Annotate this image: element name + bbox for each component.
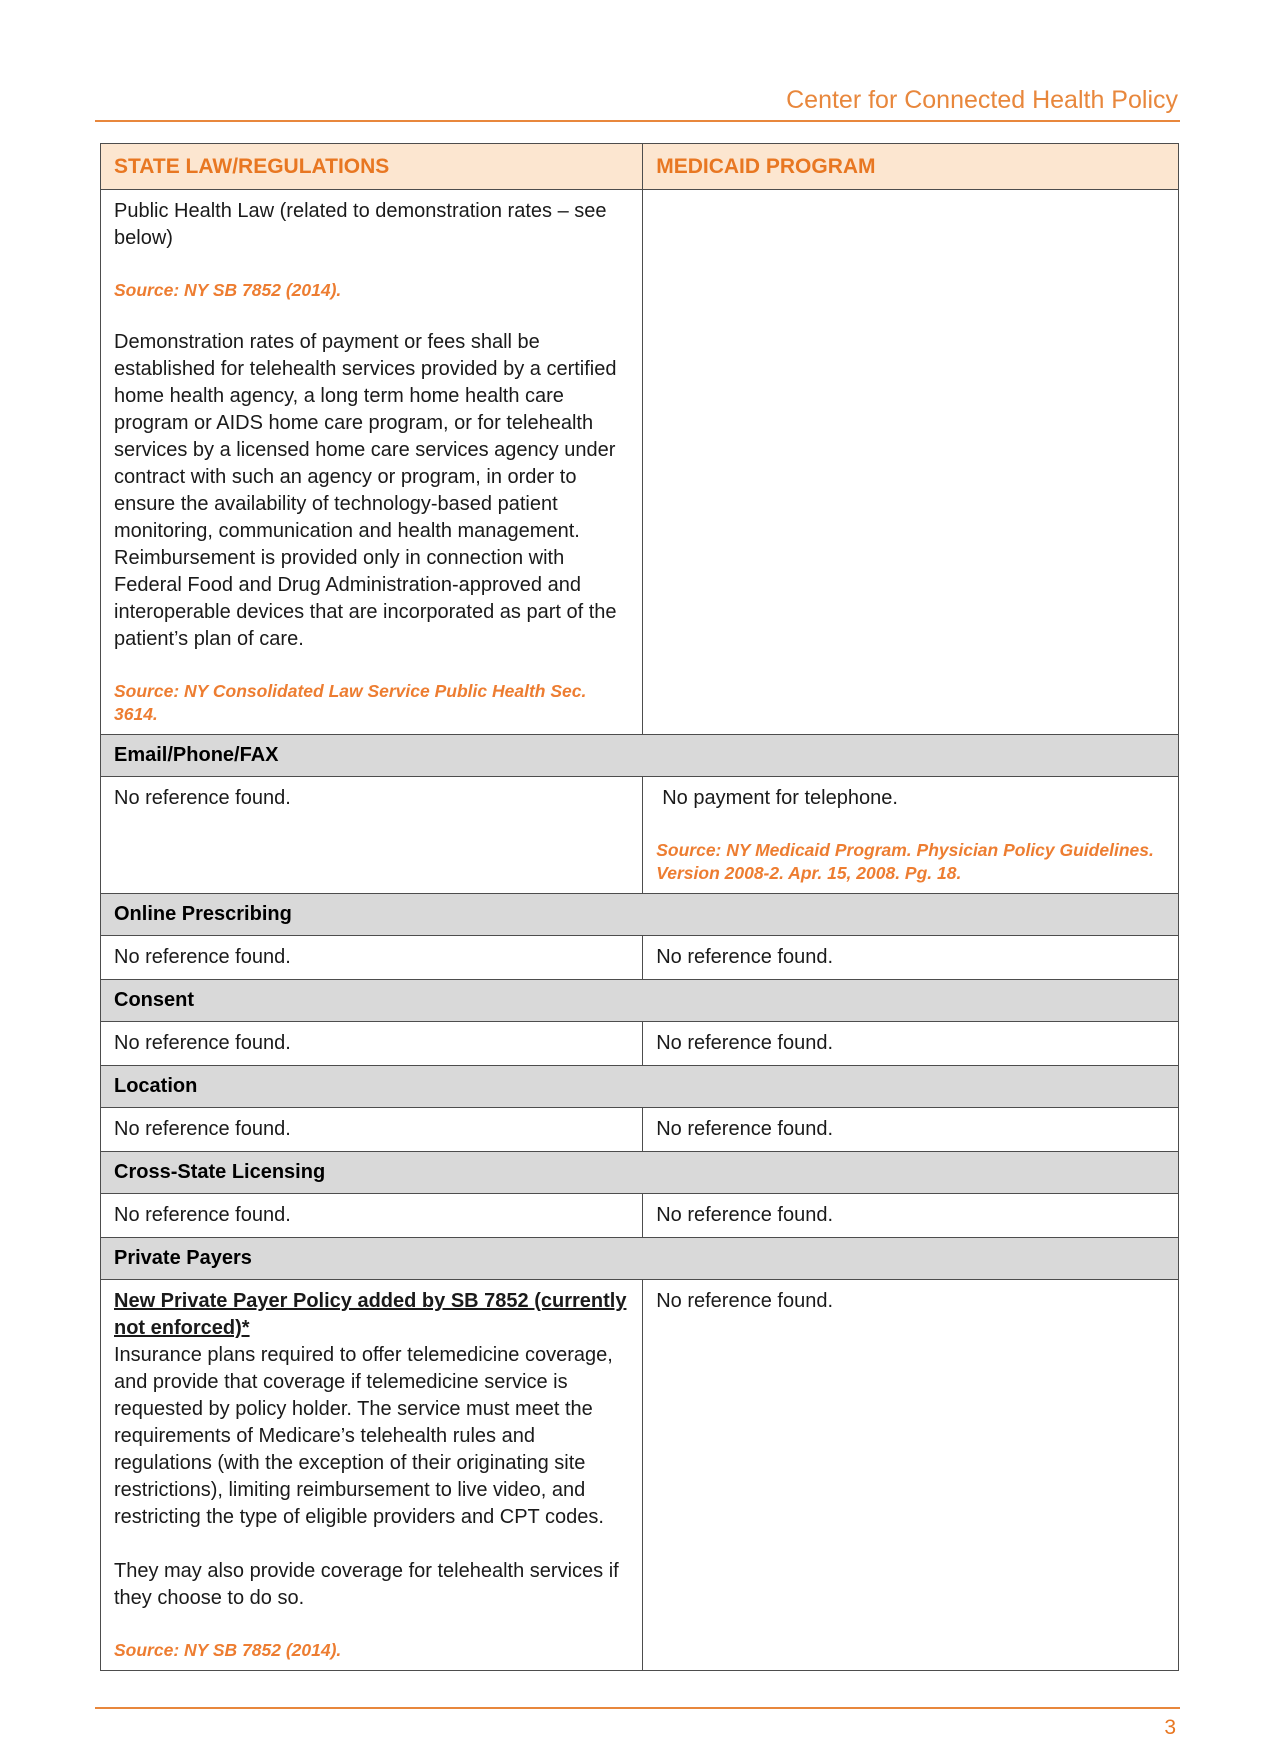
paragraph: Public Health Law (related to demonstration rates – see below)	[114, 200, 607, 249]
table-row-public-health-law	[101, 190, 1179, 735]
source-citation: Source: NY Consolidated Law Service Public Health Sec. 3614.	[114, 681, 587, 724]
table-header	[101, 144, 1179, 190]
table-row-online-prescribing	[101, 936, 1179, 980]
section-row-consent	[101, 980, 1179, 1022]
page-title: Center for Connected Health Policy	[786, 86, 1178, 114]
document-footer	[95, 1707, 1180, 1740]
paragraph: Insurance plans required to offer telemedicine coverage, and provide that coverage if telemedicine service is requested by policy holder. The service must meet the requirements of Medicare’s telehealth rules and regulations (with the exception of their originating site restrictions), limiting reimbursement to live video, and restricting the type of eligible providers and CPT codes.	[114, 1344, 613, 1528]
paragraph: No reference found.	[114, 787, 291, 809]
cell-medicaid	[643, 1022, 1179, 1066]
cell-state-law	[101, 936, 643, 980]
footer-divider	[95, 1707, 1180, 1709]
paragraph: Demonstration rates of payment or fees shall be established for telehealth services provided by a certified home health agency, a long term home health care program or AIDS home care program, or for telehealth services by a licensed home care services agency under contract with such an agency or program, in order to ensure the availability of technology-based patient monitoring, communication and health management. Reimbursement is provided only in connection with Federal Food and Drug Administration-approved and interoperable devices that are incorporated as part of the patient’s plan of care.	[114, 331, 617, 650]
cell-state-law	[101, 1022, 643, 1066]
paragraph: No reference found.	[114, 946, 291, 968]
paragraph: No reference found.	[114, 1118, 291, 1140]
header-divider	[95, 120, 1180, 122]
cell-state-law	[101, 777, 643, 894]
cell-medicaid	[643, 777, 1179, 894]
paragraph: No reference found.	[656, 1118, 833, 1140]
cell-state-law	[101, 1108, 643, 1152]
table-row-cross-state-licensing	[101, 1194, 1179, 1238]
paragraph: No payment for telephone.	[662, 787, 898, 809]
section-title: Private Payers	[101, 1238, 1179, 1280]
section-row-email-phone-fax	[101, 735, 1179, 777]
table-header-row	[101, 144, 1179, 190]
page-number: 3	[1164, 1716, 1176, 1739]
section-title: Email/Phone/FAX	[101, 735, 1179, 777]
paragraph: No reference found.	[656, 1290, 833, 1312]
cell-state-law-private-payers	[101, 1280, 643, 1671]
source-citation: Source: NY Medicaid Program. Physician Policy Guidelines. Version 2008-2. Apr. 15, 2008. Pg. 18.	[656, 840, 1154, 883]
column-header-medicaid: MEDICAID PROGRAM	[643, 144, 1179, 190]
table-row-email-phone-fax	[101, 777, 1179, 894]
page-content	[95, 0, 1180, 1740]
section-row-private-payers	[101, 1238, 1179, 1280]
paragraph: No reference found.	[656, 1032, 833, 1054]
paragraph: They may also provide coverage for telehealth services if they choose to do so.	[114, 1560, 619, 1609]
source-citation: Source: NY SB 7852 (2014).	[114, 280, 342, 300]
section-row-location	[101, 1066, 1179, 1108]
paragraph: No reference found.	[114, 1032, 291, 1054]
cell-medicaid	[643, 1194, 1179, 1238]
policy-heading: New Private Payer Policy added by SB 7852 (currently not enforced)*	[114, 1290, 627, 1339]
paragraph: No reference found.	[656, 1204, 833, 1226]
cell-medicaid	[643, 936, 1179, 980]
table-row-consent	[101, 1022, 1179, 1066]
policy-comparison-table	[100, 143, 1179, 1671]
table-row-location	[101, 1108, 1179, 1152]
table-row-private-payers	[101, 1280, 1179, 1671]
section-row-cross-state-licensing	[101, 1152, 1179, 1194]
section-row-online-prescribing	[101, 894, 1179, 936]
paragraph: No reference found.	[114, 1204, 291, 1226]
cell-medicaid	[643, 1108, 1179, 1152]
cell-medicaid-empty	[643, 190, 1179, 735]
cell-state-law	[101, 1194, 643, 1238]
section-title: Consent	[101, 980, 1179, 1022]
cell-state-law-public-health	[101, 190, 643, 735]
column-header-state-law: STATE LAW/REGULATIONS	[101, 144, 643, 190]
section-title: Online Prescribing	[101, 894, 1179, 936]
document-header	[95, 0, 1180, 122]
section-title: Location	[101, 1066, 1179, 1108]
cell-medicaid	[643, 1280, 1179, 1671]
source-citation: Source: NY SB 7852 (2014).	[114, 1640, 342, 1660]
paragraph: No reference found.	[656, 946, 833, 968]
section-title: Cross-State Licensing	[101, 1152, 1179, 1194]
